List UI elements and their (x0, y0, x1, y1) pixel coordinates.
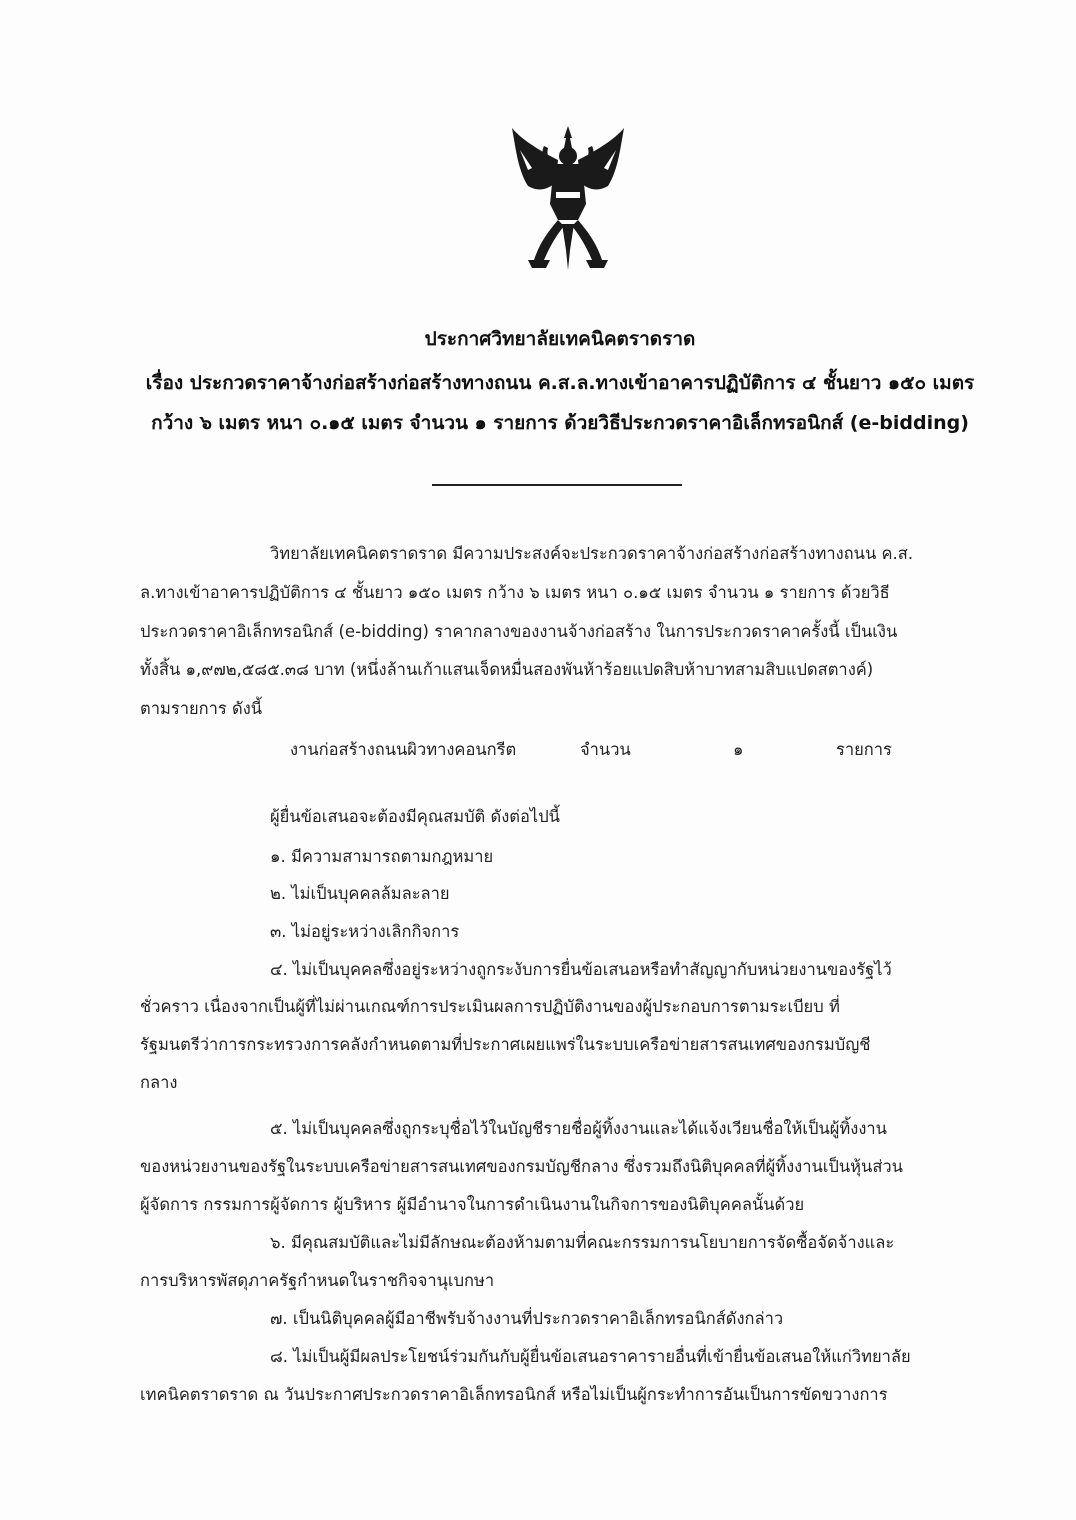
qualification-item-continued: ของหน่วยงานของรัฐในระบบเครือข่ายสารสนเทศของกรมบัญชีกลาง ซึ่งรวมถึงนิติบุคคลที่ผู้ทิ้งงานเป็นหุ้นส่วน (140, 1157, 903, 1176)
work-item-name: งานก่อสร้างถนนผิวทางคอนกรีต (290, 740, 517, 759)
qualification-item: ๔. ไม่เป็นบุคคลซึ่งอยู่ระหว่างถูกระงับการยื่นข้อเสนอหรือทำสัญญากับหน่วยงานของรัฐไว้ (270, 960, 892, 979)
qualification-item-continued: การบริหารพัสดุภาครัฐกำหนดในราชกิจจานุเบกษา (140, 1271, 495, 1290)
qualification-item-continued: รัฐมนตรีว่าการกระทรวงการคลังกำหนดตามที่ประกาศเผยแพร่ในระบบเครือข่ายสารสนเทศของกรมบัญชี (140, 1035, 871, 1054)
qualification-item: ๓. ไม่อยู่ระหว่างเลิกกิจการ (270, 922, 460, 941)
work-item-unit: รายการ (836, 740, 892, 759)
qualification-item-continued: ชั่วคราว เนื่องจากเป็นผู้ที่ไม่ผ่านเกณฑ์การประเมินผลการปฏิบัติงานของผู้ประกอบการตามระเบียบ ที่ (140, 997, 840, 1016)
announcement-subject-line-2: กว้าง ๖ เมตร หนา ๐.๑๕ เมตร จำนวน ๑ รายการ ด้วยวิธีประกวดราคาอิเล็กทรอนิกส์ (e-bidding) (151, 412, 969, 434)
work-item-quantity-label: จำนวน (580, 740, 631, 759)
intro-line: ตามรายการ ดังนี้ (140, 699, 263, 718)
qualification-item: ๘. ไม่เป็นผู้มีผลประโยชน์ร่วมกันกับผู้ยื่นข้อเสนอราคารายอื่นที่เข้ายื่นข้อเสนอให้แก่วิทยาลัย (270, 1347, 911, 1366)
garuda-emblem-icon (498, 120, 638, 280)
qualification-item: ๒. ไม่เป็นบุคคลล้มละลาย (270, 884, 450, 903)
qualification-item-continued: กลาง (140, 1073, 178, 1092)
announcement-subject-line-1: เรื่อง ประกวดราคาจ้างก่อสร้างก่อสร้างทางถนน ค.ส.ล.ทางเข้าอาคารปฏิบัติการ ๔ ชั้นยาว ๑๕๐ เมตร (145, 372, 975, 394)
work-item-quantity: ๑ (733, 740, 744, 759)
intro-line: วิทยาลัยเทคนิคตราดราด มีความประสงค์จะประกวดราคาจ้างก่อสร้างก่อสร้างทางถนน ค.ส. (270, 544, 914, 563)
qualification-item: ๖. มีคุณสมบัติและไม่มีลักษณะต้องห้ามตามที่คณะกรรมการนโยบายการจัดซื้อจัดจ้างและ (270, 1233, 895, 1252)
announcement-title: ประกาศวิทยาลัยเทคนิคตราดราด (424, 328, 696, 350)
qualifications-intro: ผู้ยื่นข้อเสนอจะต้องมีคุณสมบัติ ดังต่อไปนี้ (270, 807, 560, 826)
qualification-item-continued: เทคนิคตราดราด ณ วันประกาศประกวดราคาอิเล็กทรอนิกส์ หรือไม่เป็นผู้กระทำการอันเป็นการขัดขวางการ (140, 1385, 888, 1404)
qualification-item: ๕. ไม่เป็นบุคคลซึ่งถูกระบุชื่อไว้ในบัญชีรายชื่อผู้ทิ้งงานและได้แจ้งเวียนชื่อให้เป็นผู้ทิ้งงาน (270, 1119, 887, 1138)
intro-line: ประกวดราคาอิเล็กทรอนิกส์ (e-bidding) ราคากลางของงานจ้างก่อสร้าง ในการประกวดราคาครั้งนี้ เป็นเงิน (140, 622, 898, 641)
qualification-item-continued: ผู้จัดการ กรรมการผู้จัดการ ผู้บริหาร ผู้มีอำนาจในการดำเนินงานในกิจการของนิติบุคคลนั้นด้วย (140, 1195, 805, 1214)
qualification-item: ๑. มีความสามารถตามกฎหมาย (270, 847, 494, 866)
intro-line: ล.ทางเข้าอาคารปฏิบัติการ ๔ ชั้นยาว ๑๕๐ เมตร กว้าง ๖ เมตร หนา ๐.๑๕ เมตร จำนวน ๑ รายการ ด้วยวิธี (140, 583, 890, 602)
title-divider (432, 484, 682, 486)
intro-line: ทั้งสิ้น ๑,๙๗๒,๕๘๕.๓๘ บาท (หนึ่งล้านเก้าแสนเจ็ดหมื่นสองพันห้าร้อยแปดสิบห้าบาทสามสิบแปดสตางค์) (140, 660, 874, 679)
qualification-item: ๗. เป็นนิติบุคคลผู้มีอาชีพรับจ้างงานที่ประกวดราคาอิเล็กทรอนิกส์ดังกล่าว (270, 1309, 784, 1328)
